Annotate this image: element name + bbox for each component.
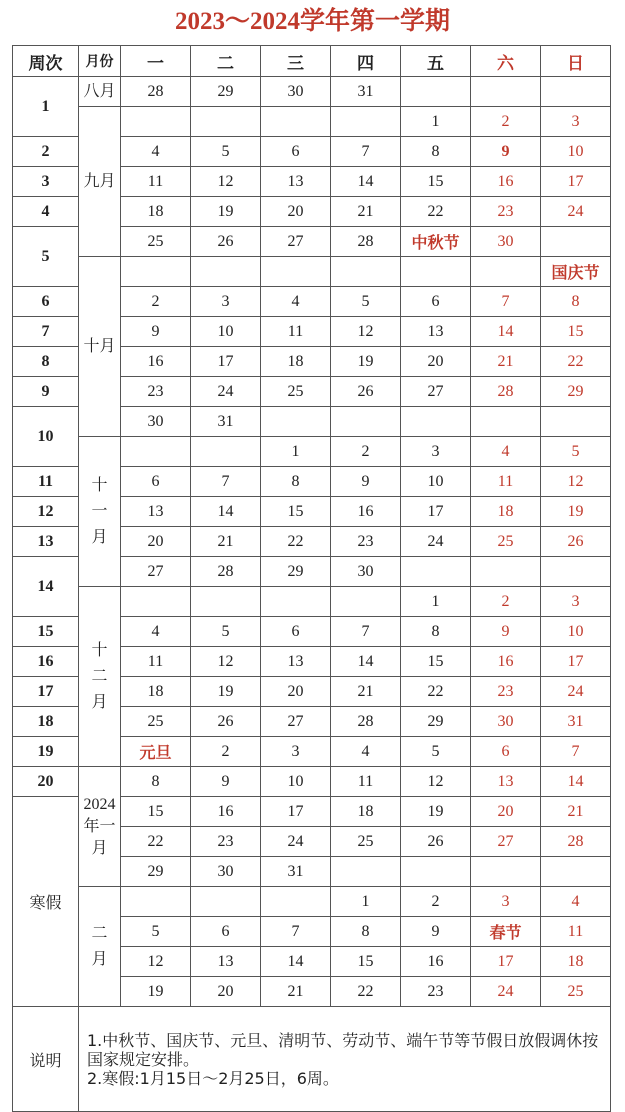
calendar-row xyxy=(13,587,611,617)
date-cell: 13 xyxy=(261,167,331,197)
date-cell xyxy=(541,77,611,107)
date-cell: 8 xyxy=(331,917,401,947)
month-label xyxy=(79,437,121,587)
date-cell: 7 xyxy=(331,617,401,647)
calendar-title: 2023～2024学年第一学期 xyxy=(174,8,450,35)
date-cell xyxy=(191,887,261,917)
date-cell: 9 xyxy=(471,137,541,167)
date-cell xyxy=(121,257,191,287)
date-cell: 13 xyxy=(401,317,471,347)
date-cell: 3 xyxy=(541,107,611,137)
notes-text xyxy=(79,1007,611,1112)
date-cell xyxy=(261,407,331,437)
weekday-header: 二 xyxy=(191,46,261,77)
date-cell: 4 xyxy=(331,737,401,767)
date-cell: 7 xyxy=(331,137,401,167)
date-cell: 19 xyxy=(401,797,471,827)
date-cell: 22 xyxy=(401,677,471,707)
date-cell: 9 xyxy=(401,917,471,947)
date-cell: 31 xyxy=(261,857,331,887)
date-cell: 9 xyxy=(121,317,191,347)
date-cell xyxy=(191,587,261,617)
date-cell: 12 xyxy=(191,647,261,677)
date-cell: 23 xyxy=(401,977,471,1007)
week-number: 10 xyxy=(13,407,79,467)
date-cell: 14 xyxy=(331,167,401,197)
week-number: 14 xyxy=(13,557,79,617)
date-cell: 5 xyxy=(331,287,401,317)
date-cell: 14 xyxy=(331,647,401,677)
date-cell xyxy=(471,257,541,287)
date-cell: 20 xyxy=(261,197,331,227)
date-cell: 26 xyxy=(401,827,471,857)
weekday-header: 日 xyxy=(541,46,611,77)
date-cell: 2 xyxy=(121,287,191,317)
date-cell: 2 xyxy=(471,107,541,137)
date-cell xyxy=(191,107,261,137)
date-cell xyxy=(261,587,331,617)
date-cell: 15 xyxy=(541,317,611,347)
week-number: 2 xyxy=(13,137,79,167)
date-cell: 11 xyxy=(541,917,611,947)
date-cell: 12 xyxy=(541,467,611,497)
date-cell: 2 xyxy=(471,587,541,617)
date-cell: 12 xyxy=(121,947,191,977)
week-number: 20 xyxy=(13,767,79,797)
date-cell xyxy=(121,587,191,617)
date-cell: 8 xyxy=(261,467,331,497)
date-cell: 4 xyxy=(541,887,611,917)
date-cell xyxy=(331,107,401,137)
calendar-row xyxy=(13,257,611,287)
date-cell xyxy=(331,257,401,287)
week-number: 9 xyxy=(13,377,79,407)
date-cell: 7 xyxy=(471,287,541,317)
notes-row xyxy=(13,1007,611,1112)
date-cell: 30 xyxy=(191,857,261,887)
date-cell: 18 xyxy=(541,947,611,977)
date-cell: 23 xyxy=(471,197,541,227)
weekday-header: 三 xyxy=(261,46,331,77)
date-cell: 2 xyxy=(331,437,401,467)
notes-label: 说明 xyxy=(13,1007,79,1112)
date-cell: 24 xyxy=(541,197,611,227)
week-number: 13 xyxy=(13,527,79,557)
date-cell: 21 xyxy=(541,797,611,827)
date-cell: 26 xyxy=(331,377,401,407)
date-cell: 10 xyxy=(401,467,471,497)
date-cell: 4 xyxy=(261,287,331,317)
date-cell: 31 xyxy=(191,407,261,437)
date-cell: 6 xyxy=(121,467,191,497)
date-cell: 28 xyxy=(191,557,261,587)
date-cell: 6 xyxy=(261,137,331,167)
week-number: 19 xyxy=(13,737,79,767)
date-cell: 28 xyxy=(541,827,611,857)
date-cell xyxy=(541,227,611,257)
date-cell xyxy=(471,557,541,587)
weekday-header: 四 xyxy=(331,46,401,77)
date-cell xyxy=(261,107,331,137)
date-cell: 12 xyxy=(401,767,471,797)
week-number: 16 xyxy=(13,647,79,677)
date-cell: 25 xyxy=(541,977,611,1007)
date-cell: 19 xyxy=(331,347,401,377)
week-number: 12 xyxy=(13,497,79,527)
date-cell: 8 xyxy=(121,767,191,797)
week-number: 1 xyxy=(13,77,79,137)
date-cell: 6 xyxy=(471,737,541,767)
date-cell: 24 xyxy=(401,527,471,557)
date-cell: 3 xyxy=(261,737,331,767)
date-cell: 20 xyxy=(401,347,471,377)
date-cell: 1 xyxy=(401,107,471,137)
date-cell: 23 xyxy=(191,827,261,857)
date-cell: 5 xyxy=(191,617,261,647)
week-number: 6 xyxy=(13,287,79,317)
date-cell: 5 xyxy=(121,917,191,947)
month-label-text: 二月 xyxy=(91,924,108,968)
date-cell: 31 xyxy=(331,77,401,107)
date-cell: 11 xyxy=(121,167,191,197)
date-cell: 6 xyxy=(401,287,471,317)
date-cell: 15 xyxy=(331,947,401,977)
date-cell: 27 xyxy=(471,827,541,857)
month-label xyxy=(79,107,121,257)
date-cell: 17 xyxy=(191,347,261,377)
week-number: 18 xyxy=(13,707,79,737)
month-label xyxy=(79,767,121,887)
date-cell: 7 xyxy=(261,917,331,947)
date-cell: 30 xyxy=(331,557,401,587)
date-cell: 10 xyxy=(261,767,331,797)
month-label-text: 2024年一月 xyxy=(83,795,116,857)
date-cell: 25 xyxy=(331,827,401,857)
week-number: 4 xyxy=(13,197,79,227)
date-cell: 18 xyxy=(331,797,401,827)
month-label xyxy=(79,887,121,1007)
month-label-text: 九月 xyxy=(83,172,116,190)
calendar-row xyxy=(13,437,611,467)
date-cell: 10 xyxy=(191,317,261,347)
date-cell xyxy=(261,887,331,917)
date-cell: 16 xyxy=(331,497,401,527)
date-cell: 13 xyxy=(261,647,331,677)
date-cell: 25 xyxy=(471,527,541,557)
date-cell: 18 xyxy=(471,497,541,527)
date-cell: 21 xyxy=(331,677,401,707)
date-cell: 21 xyxy=(261,977,331,1007)
date-cell xyxy=(121,437,191,467)
date-cell: 21 xyxy=(191,527,261,557)
date-cell xyxy=(191,257,261,287)
date-cell: 5 xyxy=(401,737,471,767)
date-cell: 18 xyxy=(261,347,331,377)
date-cell: 3 xyxy=(401,437,471,467)
month-label-text: 十月 xyxy=(83,337,116,355)
date-cell: 16 xyxy=(471,647,541,677)
date-cell: 27 xyxy=(401,377,471,407)
date-cell: 15 xyxy=(401,167,471,197)
date-cell: 22 xyxy=(121,827,191,857)
date-cell xyxy=(261,257,331,287)
date-cell: 29 xyxy=(121,857,191,887)
date-cell: 31 xyxy=(541,707,611,737)
holiday-label: 中秋节 xyxy=(401,227,471,257)
date-cell: 22 xyxy=(401,197,471,227)
date-cell: 16 xyxy=(401,947,471,977)
date-cell: 3 xyxy=(541,587,611,617)
note-line: 2.寒假:1月15日～2月25日，6周。 xyxy=(87,1068,339,1088)
date-cell: 28 xyxy=(331,707,401,737)
date-cell xyxy=(541,557,611,587)
date-cell: 27 xyxy=(121,557,191,587)
date-cell: 24 xyxy=(191,377,261,407)
date-cell: 21 xyxy=(471,347,541,377)
date-cell: 4 xyxy=(121,137,191,167)
date-cell xyxy=(121,887,191,917)
date-cell: 20 xyxy=(121,527,191,557)
date-cell: 29 xyxy=(401,707,471,737)
date-cell: 26 xyxy=(191,707,261,737)
date-cell xyxy=(471,77,541,107)
date-cell: 23 xyxy=(121,377,191,407)
date-cell: 20 xyxy=(471,797,541,827)
date-cell: 14 xyxy=(471,317,541,347)
date-cell: 9 xyxy=(471,617,541,647)
week-number: 8 xyxy=(13,347,79,377)
date-cell xyxy=(471,857,541,887)
date-cell: 21 xyxy=(331,197,401,227)
date-cell: 11 xyxy=(121,647,191,677)
date-cell: 19 xyxy=(121,977,191,1007)
date-cell: 16 xyxy=(471,167,541,197)
date-cell: 24 xyxy=(541,677,611,707)
date-cell xyxy=(401,557,471,587)
date-cell: 15 xyxy=(261,497,331,527)
date-cell: 9 xyxy=(191,767,261,797)
date-cell: 30 xyxy=(121,407,191,437)
week-header: 周次 xyxy=(13,46,79,77)
date-cell: 23 xyxy=(331,527,401,557)
date-cell xyxy=(471,407,541,437)
week-number: 3 xyxy=(13,167,79,197)
date-cell: 5 xyxy=(191,137,261,167)
date-cell: 2 xyxy=(401,887,471,917)
date-cell: 12 xyxy=(191,167,261,197)
date-cell: 17 xyxy=(541,167,611,197)
date-cell: 18 xyxy=(121,677,191,707)
date-cell: 15 xyxy=(401,647,471,677)
date-cell: 11 xyxy=(471,467,541,497)
semester-calendar-table xyxy=(12,45,611,1112)
date-cell: 30 xyxy=(471,707,541,737)
date-cell: 30 xyxy=(261,77,331,107)
date-cell: 5 xyxy=(541,437,611,467)
date-cell: 22 xyxy=(331,977,401,1007)
date-cell: 29 xyxy=(261,557,331,587)
month-label xyxy=(79,587,121,767)
date-cell xyxy=(331,407,401,437)
week-number: 11 xyxy=(13,467,79,497)
date-cell: 25 xyxy=(261,377,331,407)
date-cell: 27 xyxy=(261,227,331,257)
date-cell: 20 xyxy=(261,677,331,707)
date-cell: 22 xyxy=(541,347,611,377)
date-cell: 26 xyxy=(191,227,261,257)
date-cell: 12 xyxy=(331,317,401,347)
date-cell: 8 xyxy=(401,617,471,647)
winter-break-label: 寒假 xyxy=(13,797,79,1007)
date-cell: 20 xyxy=(191,977,261,1007)
month-label xyxy=(79,257,121,437)
date-cell: 13 xyxy=(191,947,261,977)
date-cell: 7 xyxy=(191,467,261,497)
date-cell: 23 xyxy=(471,677,541,707)
month-label xyxy=(79,77,121,107)
date-cell: 19 xyxy=(191,677,261,707)
weekday-header: 一 xyxy=(121,46,191,77)
date-cell xyxy=(541,407,611,437)
date-cell: 8 xyxy=(541,287,611,317)
date-cell: 11 xyxy=(331,767,401,797)
date-cell: 13 xyxy=(121,497,191,527)
date-cell: 29 xyxy=(191,77,261,107)
date-cell: 24 xyxy=(471,977,541,1007)
weekday-header: 六 xyxy=(471,46,541,77)
date-cell: 1 xyxy=(331,887,401,917)
date-cell xyxy=(401,407,471,437)
month-label-text: 十二月 xyxy=(91,641,108,711)
calendar-row xyxy=(13,107,611,137)
date-cell: 10 xyxy=(541,137,611,167)
calendar-row xyxy=(13,887,611,917)
date-cell xyxy=(401,857,471,887)
date-cell: 25 xyxy=(121,707,191,737)
holiday-label: 国庆节 xyxy=(541,257,611,287)
date-cell: 11 xyxy=(261,317,331,347)
date-cell: 27 xyxy=(261,707,331,737)
month-label-text: 八月 xyxy=(83,82,116,100)
date-cell: 14 xyxy=(261,947,331,977)
date-cell: 4 xyxy=(121,617,191,647)
holiday-label: 元旦 xyxy=(121,737,191,767)
date-cell: 28 xyxy=(121,77,191,107)
date-cell: 1 xyxy=(401,587,471,617)
month-header: 月份 xyxy=(79,46,121,77)
date-cell xyxy=(401,257,471,287)
date-cell: 6 xyxy=(261,617,331,647)
date-cell: 3 xyxy=(191,287,261,317)
date-cell: 3 xyxy=(471,887,541,917)
date-cell: 17 xyxy=(471,947,541,977)
date-cell: 6 xyxy=(191,917,261,947)
date-cell: 10 xyxy=(541,617,611,647)
date-cell xyxy=(121,107,191,137)
date-cell: 8 xyxy=(401,137,471,167)
date-cell: 18 xyxy=(121,197,191,227)
calendar-row xyxy=(13,767,611,797)
date-cell: 28 xyxy=(331,227,401,257)
date-cell xyxy=(331,587,401,617)
calendar-row xyxy=(13,77,611,107)
header-row xyxy=(13,46,611,77)
date-cell: 14 xyxy=(191,497,261,527)
date-cell: 7 xyxy=(541,737,611,767)
date-cell: 9 xyxy=(331,467,401,497)
date-cell xyxy=(331,857,401,887)
date-cell: 25 xyxy=(121,227,191,257)
date-cell: 2 xyxy=(191,737,261,767)
date-cell: 15 xyxy=(121,797,191,827)
date-cell: 13 xyxy=(471,767,541,797)
date-cell: 17 xyxy=(401,497,471,527)
date-cell: 24 xyxy=(261,827,331,857)
date-cell: 26 xyxy=(541,527,611,557)
note-line: 1.中秋节、国庆节、元旦、清明节、劳动节、端午节等节假日放假调休按国家规定安排。 xyxy=(87,1030,599,1069)
date-cell: 16 xyxy=(121,347,191,377)
date-cell: 17 xyxy=(541,647,611,677)
date-cell: 4 xyxy=(471,437,541,467)
week-number: 5 xyxy=(13,227,79,287)
week-number: 7 xyxy=(13,317,79,347)
date-cell: 30 xyxy=(471,227,541,257)
date-cell xyxy=(401,77,471,107)
weekday-header: 五 xyxy=(401,46,471,77)
date-cell: 17 xyxy=(261,797,331,827)
date-cell: 19 xyxy=(191,197,261,227)
holiday-label: 春节 xyxy=(471,917,541,947)
week-number: 15 xyxy=(13,617,79,647)
week-number: 17 xyxy=(13,677,79,707)
date-cell: 14 xyxy=(541,767,611,797)
date-cell xyxy=(541,857,611,887)
date-cell: 29 xyxy=(541,377,611,407)
date-cell: 28 xyxy=(471,377,541,407)
date-cell xyxy=(191,437,261,467)
date-cell: 22 xyxy=(261,527,331,557)
date-cell: 1 xyxy=(261,437,331,467)
date-cell: 16 xyxy=(191,797,261,827)
month-label-text: 十一月 xyxy=(91,476,108,546)
date-cell: 19 xyxy=(541,497,611,527)
